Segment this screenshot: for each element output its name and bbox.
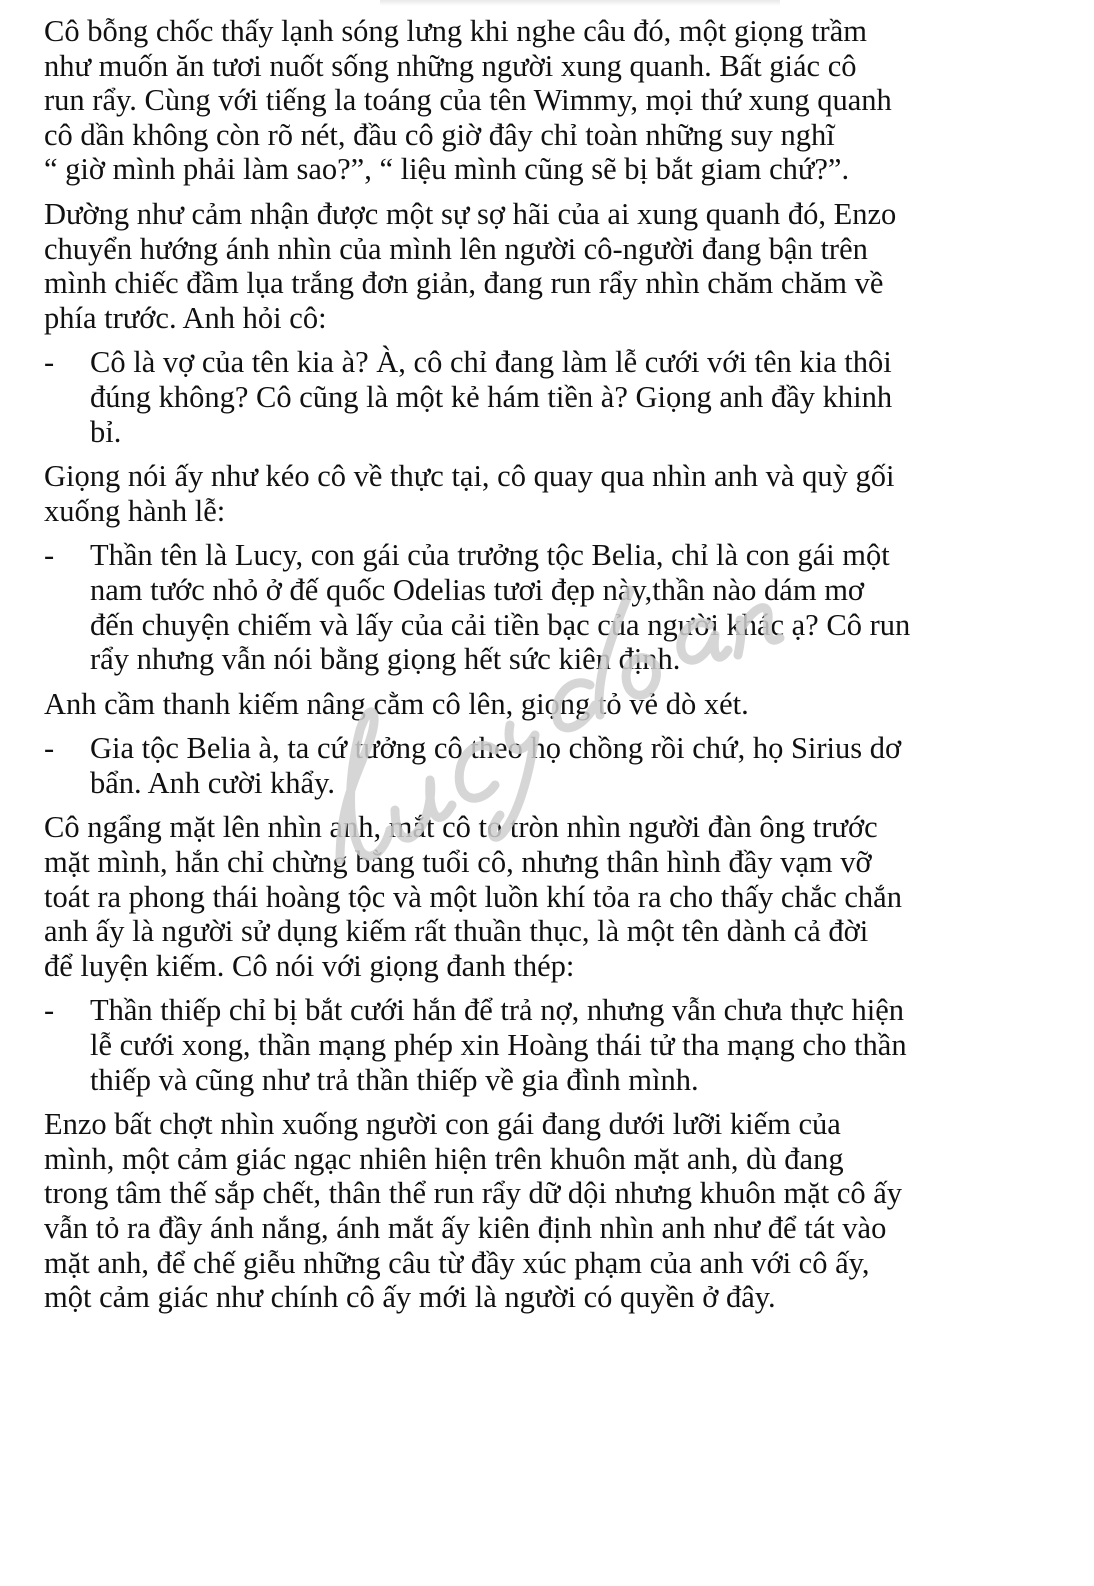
- text-line: mình, một cảm giác ngạc nhiên hiện trên khuôn mặt anh, dù đang: [44, 1141, 844, 1176]
- text-line: Cô là vợ của tên kia à? À, cô chỉ đang làm lễ cưới với tên kia thôi: [90, 345, 892, 380]
- text-line: lễ cưới xong, thần mạng phép xin Hoàng thái tử tha mạng cho thần: [90, 1028, 907, 1063]
- text-line: Cô ngẩng mặt lên nhìn anh, mắt cô to tròn nhìn người đàn ông trước: [44, 810, 878, 845]
- text-line: nam tước nhỏ ở đế quốc Odelias tươi đẹp này,thần nào dám mơ: [90, 572, 865, 607]
- scan-shadow: [380, 0, 780, 6]
- text-line: thiếp và cũng như trả thần thiếp về gia đình mình.: [90, 1062, 699, 1097]
- text-line: bẩn. Anh cười khẩy.: [90, 765, 335, 800]
- paragraph: [44, 810, 1070, 983]
- paragraph: [44, 1107, 1070, 1315]
- text-line: anh ấy là người sử dụng kiếm rất thuần thục, là một tên dành cả đời: [44, 914, 869, 949]
- text-line: Anh cầm thanh kiếm nâng cằm cô lên, giọng tỏ vẻ dò xét.: [44, 686, 749, 721]
- text-line: Gia tộc Belia à, ta cứ tưởng cô theo họ chồng rồi chứ, họ Sirius dơ: [90, 731, 902, 766]
- dialogue-dash: -: [44, 345, 55, 380]
- text-line: xuống hành lễ:: [44, 493, 226, 528]
- paragraph: [44, 459, 1070, 528]
- text-line: mặt mình, hắn chỉ chừng bằng tuổi cô, nhưng thân hình đầy vạm vỡ: [44, 845, 872, 880]
- dialogue-dash: -: [44, 731, 55, 766]
- text-line: run rẩy. Cùng với tiếng la toáng của tên Wimmy, mọi thứ xung quanh: [44, 83, 892, 118]
- text-line: cô dần không còn rõ nét, đầu cô giờ đây chỉ toàn những suy nghĩ: [44, 117, 835, 152]
- text-line: mình chiếc đầm lụa trắng đơn giản, đang run rẩy nhìn chăm chăm về: [44, 266, 884, 301]
- text-line: một cảm giác như chính cô ấy mới là người có quyền ở đây.: [44, 1280, 776, 1315]
- dialogue-item: [44, 345, 1070, 449]
- text-line: toát ra phong thái hoàng tộc và một luồn khí tỏa ra cho thấy chắc chắn: [44, 879, 902, 914]
- text-line: chuyển hướng ánh nhìn của mình lên người cô-người đang bận trên: [44, 231, 868, 266]
- dialogue-item: [44, 993, 1070, 1097]
- dialogue-dash: -: [44, 993, 55, 1028]
- text-line: Giọng nói ấy như kéo cô về thực tại, cô quay qua nhìn anh và quỳ gối: [44, 459, 895, 494]
- dialogue-dash: -: [44, 538, 55, 573]
- paragraph: [44, 14, 1070, 187]
- text-line: để luyện kiếm. Cô nói với giọng đanh thép:: [44, 948, 575, 983]
- dialogue-item: [44, 731, 1070, 800]
- text-line: trong tâm thế sắp chết, thân thể run rẩy dữ dội nhưng khuôn mặt cô ấy: [44, 1176, 903, 1211]
- text-line: Thần thiếp chỉ bị bắt cưới hắn để trả nợ, nhưng vẫn chưa thực hiện: [90, 993, 905, 1028]
- paragraph: [44, 687, 1070, 722]
- text-line: như muốn ăn tươi nuốt sống những người xung quanh. Bất giác cô: [44, 48, 857, 83]
- text-line: Cô bỗng chốc thấy lạnh sóng lưng khi nghe câu đó, một giọng trầm: [44, 14, 867, 48]
- text-line: rẩy nhưng vẫn nói bằng giọng hết sức kiên định.: [90, 642, 681, 677]
- text-line: đến chuyện chiếm và lấy của cải tiền bạc của người khác ạ? Cô run: [90, 607, 911, 642]
- story-text: [44, 14, 1070, 1315]
- text-line: mặt anh, để chế giễu những câu từ đầy xúc phạm của anh với cô ấy,: [44, 1245, 870, 1280]
- text-line: “ giờ mình phải làm sao?”, “ liệu mình cũng sẽ bị bắt giam chứ?”.: [44, 152, 850, 187]
- text-line: Dường như cảm nhận được một sự sợ hãi của ai xung quanh đó, Enzo: [44, 196, 897, 231]
- dialogue-item: [44, 538, 1070, 676]
- text-line: bỉ.: [90, 414, 122, 449]
- text-line: Enzo bất chợt nhìn xuống người con gái đang dưới lưỡi kiếm của: [44, 1107, 841, 1142]
- text-line: Thần tên là Lucy, con gái của trưởng tộc Belia, chỉ là con gái một: [90, 538, 890, 573]
- text-line: phía trước. Anh hỏi cô:: [44, 300, 327, 335]
- paragraph: [44, 197, 1070, 335]
- text-line: đúng không? Cô cũng là một kẻ hám tiền à? Giọng anh đầy khinh: [90, 379, 893, 414]
- text-line: vẫn tỏ ra đầy ánh nắng, ánh mắt ấy kiên định nhìn anh như để tát vào: [44, 1211, 887, 1245]
